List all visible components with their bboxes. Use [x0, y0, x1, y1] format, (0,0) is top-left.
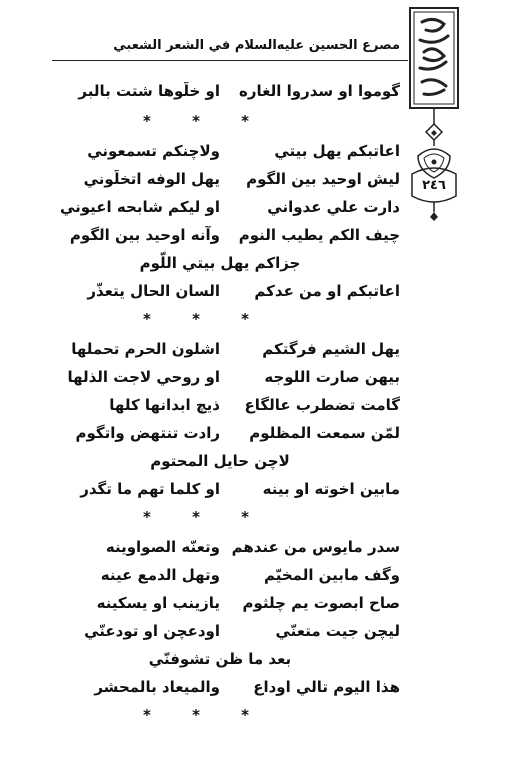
page-number: ٢٤٦ — [422, 178, 446, 193]
verse-first-hemistich: اعاتبكم يهل بيتي — [274, 142, 400, 160]
stanza-separator: * * * — [143, 310, 267, 328]
verse-first-hemistich: چيف الكم يطيب النوم — [238, 226, 400, 244]
verse-first-hemistich: لمّن سمعت المظلوم — [249, 424, 400, 442]
verse-first-hemistich: ليش اوحيد بين الگوم — [246, 170, 400, 188]
stanza-separator: * * * — [143, 112, 267, 130]
refrain-line: بعد ما ظن تشوفنّي — [148, 650, 292, 668]
verse-first-hemistich: مابين اخوته او بينه — [262, 480, 400, 498]
verse-second-hemistich: او روحي لاجت الذلها — [67, 368, 220, 386]
verse-line — [40, 480, 400, 506]
verse-first-hemistich: ليچن جيت متعنّي — [275, 622, 400, 640]
page-header-title: مصرع الحسين عليه‌السلام في الشعر الشعبي — [113, 38, 400, 53]
verse-first-hemistich: دارت علي عدواني — [267, 198, 400, 216]
verse-line — [40, 424, 400, 450]
verse-first-hemistich: سدر مايوس من عندهم — [231, 538, 400, 556]
verse-second-hemistich: او كلما تهم ما تگدر — [80, 480, 220, 498]
verse-second-hemistich: ذيچ ابدانها كلها — [109, 396, 220, 414]
verse-line — [40, 622, 400, 648]
verse-first-hemistich: اعاتبكم او من عدكم — [254, 282, 400, 300]
verse-second-hemistich: يازينب او يسكينه — [96, 594, 220, 612]
verse-line — [40, 282, 400, 308]
verse-first-hemistich: صاح ابصوت يم چلثوم — [242, 594, 400, 612]
verse-line — [40, 226, 400, 252]
verse-line — [40, 340, 400, 366]
verse-second-hemistich: او ليكم شابحه اعيوني — [59, 198, 220, 216]
verse-second-hemistich: اودعچن او تودعنّي — [84, 622, 220, 640]
verse-line — [40, 566, 400, 592]
verse-second-hemistich: وآنه اوحيد بين الگوم — [69, 226, 220, 244]
refrain-line: لاچن حايل المحتوم — [150, 452, 290, 470]
verse-first-hemistich: هذا اليوم تالي اوداع — [253, 678, 400, 696]
verse-line — [40, 678, 400, 704]
verse-first-hemistich: گامت تضطرب عالگاع — [244, 396, 400, 414]
verse-first-hemistich: وگف مابين المخيّم — [263, 566, 400, 584]
verse-second-hemistich: اشلون الحرم تحملها — [71, 340, 220, 358]
verse-second-hemistich: يهل الوفه اتخلّوني — [83, 170, 220, 188]
verse-second-hemistich: ولاچنكم تسمعوني — [87, 142, 220, 160]
verse-second-hemistich: رادت تنتهض واتگوم — [75, 424, 220, 442]
verse-line — [40, 396, 400, 422]
verse-second-hemistich: السان الحال يتعذّر — [87, 282, 220, 300]
verse-line — [40, 538, 400, 564]
refrain-line: جزاكم يهل بيتي اللّوم — [139, 254, 301, 272]
header-divider — [52, 60, 408, 61]
verse-line — [40, 170, 400, 196]
verse-second-hemistich: وتعنّه الصواوينه — [105, 538, 220, 556]
verse-second-hemistich: او خلّوها شتت بالبر — [78, 82, 220, 100]
verse-line — [40, 142, 400, 168]
verse-line — [40, 82, 400, 108]
verse-first-hemistich: بيهن صارت اللوجه — [264, 368, 400, 386]
verse-second-hemistich: والميعاد بالمحشر — [94, 678, 220, 696]
verse-first-hemistich: گوموا او سدروا الغاره — [239, 82, 400, 100]
verse-line — [40, 594, 400, 620]
verse-line — [40, 368, 400, 394]
stanza-separator: * * * — [143, 706, 267, 724]
verse-second-hemistich: وتهل الدمع عينه — [100, 566, 220, 584]
stanza-separator: * * * — [143, 508, 267, 526]
verse-line — [40, 198, 400, 224]
verse-first-hemistich: يهل الشيم فرگتكم — [262, 340, 400, 358]
